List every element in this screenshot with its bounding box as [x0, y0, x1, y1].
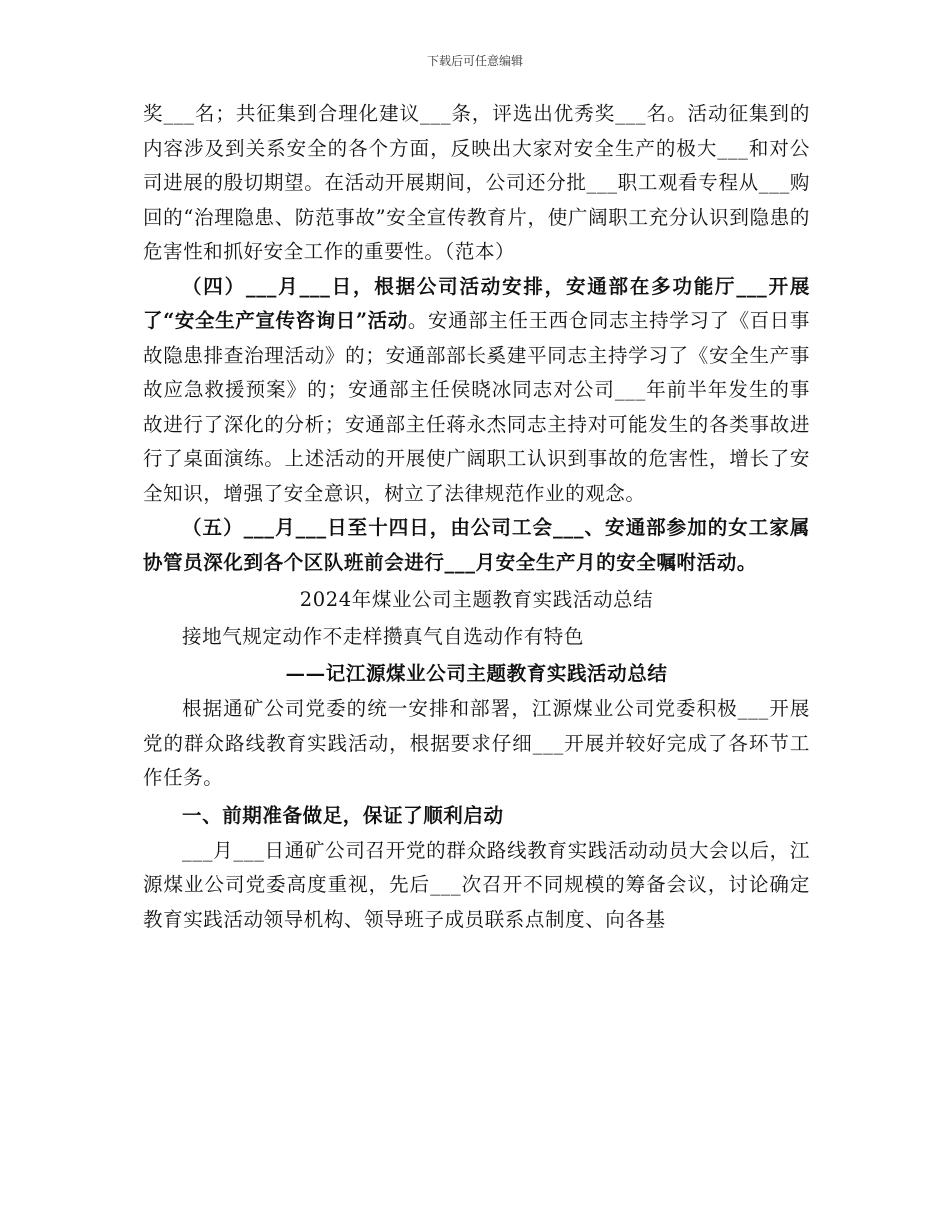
paragraph-preparation: ___月___日通矿公司召开党的群众路线教育实践活动动员大会以后，江源煤业公司党委高度重视，先后___次召开不同规模的筹备会议，讨论确定教育实践活动领导机构、领导班子成员联系点制度、向各基 — [143, 838, 810, 931]
document-body — [143, 97, 810, 937]
document-title: 2024年煤业公司主题教育实践活动总结 — [299, 588, 654, 611]
paragraph-item-four — [143, 270, 810, 512]
item-four-body: 。安通部主任王西仓同志主持学习了《百日事故隐患排查治理活动》的；安通部部长奚建平同志主持学习了《安全生产事故应急救援预案》的；安通部主任侯晓冰同志对公司___年前半年发生的事故进行了深化的分析；安通部主任蒋永杰同志主持对可能发生的各类事故进行了桌面演练。上述活动的开展使广阔职工认识到事故的危害性，增长了安全知识，增强了安全意识，树立了法律规范作业的观念。 — [143, 309, 810, 505]
item-four-heading: （四）___月___日，根据公司活动安排，安通部在多功能厅___开展了“安全生产宣传咨询日”活动 — [143, 274, 810, 332]
paragraph-intro: 根据通矿公司党委的统一安排和部署，江源煤业公司党委积极___开展党的群众路线教育实践活动，根据要求仔细___开展并较好完成了各环节工作任务。 — [143, 697, 810, 789]
page-header: 下载后可任意编辑 — [426, 54, 523, 68]
document-subheading: ——记江源煤业公司主题教育实践活动总结 — [285, 662, 668, 685]
paragraph-award-summary: 奖___名；共征集到合理化建议___条，评选出优秀奖___名。活动征集到的内容涉及到关系安全的各个方面，反映出大家对安全生产的极大___和对公司进展的殷切期望。在活动开展期间，公司还分批___职工观看专程从___购回的“治理隐患、防范事故”安全宣传教育片，使广阔职工充分认识到隐患的危害性和抓好安全工作的重要性。（范本） — [143, 102, 810, 263]
paragraph-item-five: （五）___月___日至十四日，由公司工会___、安通部参加的女工家属协管员深化到各个区队班前会进行___月安全生产月的安全嘱咐活动。 — [143, 516, 810, 574]
document-subtitle: 接地气规定动作不走样攒真气自选动作有特色 — [182, 625, 585, 648]
section-heading-one: 一、前期准备做足，保证了顺利启动 — [182, 803, 504, 827]
